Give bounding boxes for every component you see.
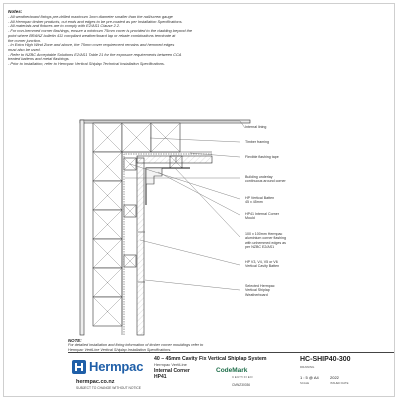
issue-caption: ISSUED DATE <box>330 381 349 385</box>
note-item: - All materials and fixtures are to comply with E2/AS1 Clause 2.2. <box>8 23 121 29</box>
label-corner-mould: HP41 Internal Corner Mould <box>245 212 279 221</box>
note-item: - In Extra High Wind Zone and above, the 75mm cover requirement remains and hemmed edges <box>8 42 175 48</box>
label-weatherboard: Selected Hermpac Vertical Shiplap Weatherboard <box>245 284 275 297</box>
note-item: - For non-hemmed corner flashings, ensure a minimum 75mm cover is provided to the cladding beyond the <box>8 28 193 34</box>
note-item: the corner junction. <box>8 37 42 43</box>
brand-logo-icon <box>72 360 86 374</box>
bottom-note-heading: NOTE: <box>68 338 82 343</box>
codemark-number: CMNZ30036 <box>232 383 251 387</box>
note-item: - All Hermpac timber products, cut ends and edges to be pre-coated as per Installation Specifications. <box>8 18 183 24</box>
drawing-code: HC-SHIP40-300 <box>300 356 351 363</box>
drawing-code-caption: DRAWING <box>300 365 315 369</box>
codemark-logo: CodeMark <box>216 367 248 374</box>
label-internal-lining: Internal lining <box>245 125 267 129</box>
label-flexible-tape: Flexible flashing tape <box>245 155 279 159</box>
drawing-scale: 1 : 5 @ A4 <box>300 375 319 380</box>
title-block <box>68 352 394 395</box>
label-timber-framing: Timber framing <box>245 140 270 144</box>
product-name: Hermpac VertiLine <box>154 362 187 367</box>
detail-name: Internal Corner <box>154 368 190 374</box>
codemark-certified: CERTIFIED <box>232 375 254 379</box>
label-cavity-batten: HP V3, V4, V5 or V6 Vertical Cavity Batten <box>245 260 280 269</box>
bottom-note <box>68 338 308 352</box>
notes-heading: Notes: <box>8 9 23 14</box>
issue-year: 2022 <box>330 375 339 380</box>
codemark-badge <box>216 367 264 389</box>
label-underlay: Building underlay continuous around corner <box>245 175 286 184</box>
note-item: treated battens and metal flashings. <box>8 56 70 62</box>
note-item: point where BRANZ bulletin 411 compliant weather/board lap or rebate combinations terminate at <box>8 32 176 38</box>
scale-caption: SCALE <box>300 381 310 385</box>
note-item: - Prior to installation, refer to Hermpac Vertical Shiplap Technical Installation Specifications. <box>8 61 165 67</box>
bottom-note-text: For detailed installation and fixing information of timber corner mouldings refer to Hermpac VertiLine Vertical Shiplap Installation Specifications. <box>68 343 204 352</box>
brand-logo <box>72 359 152 375</box>
label-corner-flashing: 100 x 100mm Hermpac aluminium corner flashing with unhemmed edges as per NZBC E2/AS1 <box>245 232 286 249</box>
brand-name: Hermpac <box>89 359 144 374</box>
note-item: - All weatherboard fixings pre-drilled maximum 1mm diameter smaller than the nail/screw gauge <box>8 14 173 19</box>
note-item: - Refer to NZBC Acceptable Solutions E2/AS1 Table 21 for the exposure requirements between CCA <box>8 51 182 57</box>
subject-to-change: SUBJECT TO CHANGE WITHOUT NOTICE <box>76 386 141 390</box>
timber-framing <box>93 123 180 326</box>
corner-mould <box>146 168 162 184</box>
website-link[interactable]: hermpac.co.nz <box>76 379 115 385</box>
system-title: 40 – 45mm Cavity Fix Vertical Shiplap System <box>154 356 267 362</box>
label-hp-batten: HP Vertical Batten 45 x 45mm <box>245 196 275 205</box>
detail-code: HP41 <box>154 374 167 380</box>
note-item: must also be used. <box>8 46 41 52</box>
building-underlay <box>122 152 212 335</box>
